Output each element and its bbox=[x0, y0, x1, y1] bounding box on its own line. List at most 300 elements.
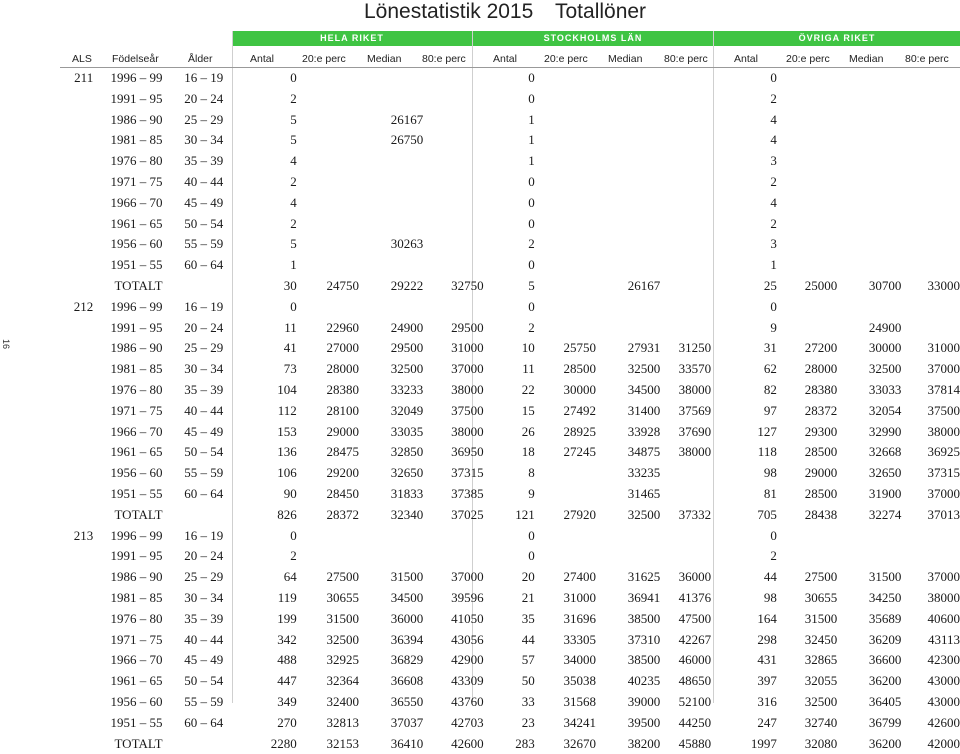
ovriga-p80-cell bbox=[901, 89, 960, 110]
stockholm-antal-cell: 283 bbox=[484, 734, 535, 754]
riket-median-cell: 24900 bbox=[359, 318, 423, 339]
stockholm-p80-cell bbox=[660, 110, 711, 131]
riket-antal-cell: 2 bbox=[227, 89, 296, 110]
riket-p20-cell: 29200 bbox=[297, 463, 359, 484]
stockholm-p80-cell: 48650 bbox=[660, 671, 711, 692]
stockholm-median-cell: 32500 bbox=[596, 359, 660, 380]
stockholm-p20-cell: 33305 bbox=[535, 630, 596, 651]
stockholm-p80-cell bbox=[660, 214, 711, 235]
salary-table-body bbox=[60, 68, 960, 754]
stockholm-median-cell: 34500 bbox=[596, 380, 660, 401]
riket-antal-cell: 270 bbox=[227, 713, 296, 734]
ovriga-p80-cell bbox=[901, 214, 960, 235]
ovriga-p80-cell: 37013 bbox=[901, 505, 960, 526]
riket-p80-cell bbox=[423, 193, 483, 214]
riket-median-cell: 32049 bbox=[359, 401, 423, 422]
stockholm-p20-cell: 27492 bbox=[535, 401, 596, 422]
table-row bbox=[60, 318, 960, 339]
als-cell bbox=[60, 463, 99, 484]
stockholm-antal-cell: 10 bbox=[484, 338, 535, 359]
alder-cell bbox=[163, 734, 228, 754]
ovriga-antal-cell: 1997 bbox=[711, 734, 777, 754]
alder-cell: 16 – 19 bbox=[163, 526, 228, 547]
riket-p20-cell: 29000 bbox=[297, 422, 359, 443]
table-row bbox=[60, 567, 960, 588]
riket-antal-cell: 447 bbox=[227, 671, 296, 692]
alder-cell: 40 – 44 bbox=[163, 630, 228, 651]
header-p20: 20:e perc bbox=[786, 53, 830, 65]
ovriga-p80-cell: 43000 bbox=[901, 692, 960, 713]
fodelsear-cell: 1971 – 75 bbox=[99, 172, 162, 193]
table-row bbox=[60, 713, 960, 734]
riket-antal-cell: 41 bbox=[227, 338, 296, 359]
ovriga-p80-cell: 38000 bbox=[901, 422, 960, 443]
stockholm-p80-cell: 47500 bbox=[660, 609, 711, 630]
page-title: Lönestatistik 2015 bbox=[364, 0, 533, 24]
stockholm-p20-cell: 27400 bbox=[535, 567, 596, 588]
stockholm-median-cell bbox=[596, 234, 660, 255]
riket-p80-cell bbox=[423, 297, 483, 318]
als-cell bbox=[60, 130, 99, 151]
header-als: ALS bbox=[72, 53, 92, 65]
riket-p20-cell bbox=[297, 255, 359, 276]
riket-p20-cell: 27000 bbox=[297, 338, 359, 359]
fodelsear-cell: 1986 – 90 bbox=[99, 567, 162, 588]
riket-median-cell bbox=[359, 297, 423, 318]
riket-p80-cell: 37000 bbox=[423, 359, 483, 380]
riket-antal-cell: 1 bbox=[227, 255, 296, 276]
riket-p20-cell: 24750 bbox=[297, 276, 359, 297]
stockholm-median-cell bbox=[596, 526, 660, 547]
stockholm-p20-cell bbox=[535, 172, 596, 193]
stockholm-median-cell: 33235 bbox=[596, 463, 660, 484]
alder-cell: 45 – 49 bbox=[163, 193, 228, 214]
fodelsear-cell: TOTALT bbox=[99, 734, 162, 754]
ovriga-p20-cell bbox=[777, 172, 837, 193]
alder-cell: 50 – 54 bbox=[163, 671, 228, 692]
ovriga-p20-cell: 30655 bbox=[777, 588, 837, 609]
ovriga-antal-cell: 31 bbox=[711, 338, 777, 359]
fodelsear-cell: 1971 – 75 bbox=[99, 401, 162, 422]
stockholm-p80-cell bbox=[660, 89, 711, 110]
ovriga-median-cell: 31500 bbox=[837, 567, 901, 588]
ovriga-p80-cell: 42300 bbox=[901, 650, 960, 671]
ovriga-antal-cell: 9 bbox=[711, 318, 777, 339]
riket-median-cell: 33035 bbox=[359, 422, 423, 443]
riket-p80-cell: 42900 bbox=[423, 650, 483, 671]
ovriga-p80-cell: 42600 bbox=[901, 713, 960, 734]
stockholm-p20-cell bbox=[535, 255, 596, 276]
als-cell bbox=[60, 193, 99, 214]
ovriga-antal-cell: 127 bbox=[711, 422, 777, 443]
ovriga-p80-cell: 42000 bbox=[901, 734, 960, 754]
alder-cell: 30 – 34 bbox=[163, 130, 228, 151]
ovriga-median-cell: 35689 bbox=[837, 609, 901, 630]
ovriga-antal-cell: 97 bbox=[711, 401, 777, 422]
ovriga-p80-cell bbox=[901, 172, 960, 193]
ovriga-antal-cell: 316 bbox=[711, 692, 777, 713]
stockholm-p80-cell bbox=[660, 68, 711, 89]
stockholm-p20-cell: 34241 bbox=[535, 713, 596, 734]
stockholm-median-cell: 26167 bbox=[596, 276, 660, 297]
fodelsear-cell: 1966 – 70 bbox=[99, 650, 162, 671]
alder-cell bbox=[163, 505, 228, 526]
riket-antal-cell: 104 bbox=[227, 380, 296, 401]
riket-p80-cell: 41050 bbox=[423, 609, 483, 630]
ovriga-antal-cell: 247 bbox=[711, 713, 777, 734]
riket-antal-cell: 5 bbox=[227, 234, 296, 255]
stockholm-p80-cell: 45880 bbox=[660, 734, 711, 754]
stockholm-p20-cell bbox=[535, 193, 596, 214]
als-cell bbox=[60, 484, 99, 505]
stockholm-antal-cell: 23 bbox=[484, 713, 535, 734]
header-median: Median bbox=[608, 53, 642, 65]
table-row bbox=[60, 692, 960, 713]
fodelsear-cell: 1981 – 85 bbox=[99, 588, 162, 609]
ovriga-p20-cell: 32740 bbox=[777, 713, 837, 734]
stockholm-median-cell bbox=[596, 214, 660, 235]
ovriga-median-cell bbox=[837, 110, 901, 131]
riket-p20-cell bbox=[297, 297, 359, 318]
als-cell bbox=[60, 359, 99, 380]
stockholm-antal-cell: 5 bbox=[484, 276, 535, 297]
stockholm-antal-cell: 21 bbox=[484, 588, 535, 609]
fodelsear-cell: 1986 – 90 bbox=[99, 110, 162, 131]
als-cell bbox=[60, 401, 99, 422]
riket-median-cell bbox=[359, 255, 423, 276]
riket-p80-cell: 36950 bbox=[423, 442, 483, 463]
alder-cell: 55 – 59 bbox=[163, 234, 228, 255]
table-row bbox=[60, 89, 960, 110]
stockholm-median-cell: 33928 bbox=[596, 422, 660, 443]
stockholm-median-cell: 39500 bbox=[596, 713, 660, 734]
ovriga-antal-cell: 3 bbox=[711, 234, 777, 255]
ovriga-p20-cell bbox=[777, 110, 837, 131]
als-cell bbox=[60, 609, 99, 630]
ovriga-antal-cell: 0 bbox=[711, 526, 777, 547]
ovriga-antal-cell: 0 bbox=[711, 297, 777, 318]
ovriga-p20-cell: 32500 bbox=[777, 692, 837, 713]
header-median: Median bbox=[367, 53, 401, 65]
riket-p20-cell bbox=[297, 110, 359, 131]
stockholm-antal-cell: 44 bbox=[484, 630, 535, 651]
fodelsear-cell: 1961 – 65 bbox=[99, 214, 162, 235]
alder-cell: 60 – 64 bbox=[163, 255, 228, 276]
als-cell bbox=[60, 110, 99, 131]
als-cell bbox=[60, 338, 99, 359]
table-row bbox=[60, 422, 960, 443]
riket-p80-cell bbox=[423, 546, 483, 567]
riket-p80-cell: 37500 bbox=[423, 401, 483, 422]
riket-median-cell: 29500 bbox=[359, 338, 423, 359]
ovriga-p80-cell: 37814 bbox=[901, 380, 960, 401]
als-cell bbox=[60, 734, 99, 754]
riket-p80-cell bbox=[423, 110, 483, 131]
alder-cell bbox=[163, 276, 228, 297]
ovriga-antal-cell: 98 bbox=[711, 463, 777, 484]
riket-antal-cell: 2 bbox=[227, 546, 296, 567]
stockholm-p20-cell bbox=[535, 234, 596, 255]
stockholm-antal-cell: 0 bbox=[484, 546, 535, 567]
riket-median-cell: 31833 bbox=[359, 484, 423, 505]
alder-cell: 40 – 44 bbox=[163, 401, 228, 422]
table-row bbox=[60, 442, 960, 463]
stockholm-p80-cell bbox=[660, 463, 711, 484]
table-row bbox=[60, 193, 960, 214]
riket-p20-cell bbox=[297, 234, 359, 255]
table-row bbox=[60, 297, 960, 318]
stockholm-p20-cell bbox=[535, 130, 596, 151]
stockholm-p20-cell: 32670 bbox=[535, 734, 596, 754]
fodelsear-cell: 1991 – 95 bbox=[99, 318, 162, 339]
stockholm-antal-cell: 2 bbox=[484, 318, 535, 339]
riket-antal-cell: 90 bbox=[227, 484, 296, 505]
ovriga-antal-cell: 98 bbox=[711, 588, 777, 609]
stockholm-median-cell: 34875 bbox=[596, 442, 660, 463]
riket-antal-cell: 11 bbox=[227, 318, 296, 339]
page-number: 16 bbox=[1, 339, 11, 351]
riket-p80-cell bbox=[423, 172, 483, 193]
stockholm-p80-cell: 38000 bbox=[660, 380, 711, 401]
riket-antal-cell: 2 bbox=[227, 214, 296, 235]
group-header-hela-riket: HELA RIKET bbox=[232, 31, 472, 46]
ovriga-p20-cell: 27500 bbox=[777, 567, 837, 588]
fodelsear-cell: 1961 – 65 bbox=[99, 442, 162, 463]
stockholm-antal-cell: 9 bbox=[484, 484, 535, 505]
fodelsear-cell: 1996 – 99 bbox=[99, 68, 162, 89]
ovriga-median-cell bbox=[837, 151, 901, 172]
alder-cell: 16 – 19 bbox=[163, 68, 228, 89]
ovriga-p80-cell bbox=[901, 297, 960, 318]
ovriga-antal-cell: 164 bbox=[711, 609, 777, 630]
riket-p80-cell: 43760 bbox=[423, 692, 483, 713]
stockholm-median-cell: 31625 bbox=[596, 567, 660, 588]
stockholm-antal-cell: 57 bbox=[484, 650, 535, 671]
fodelsear-cell: 1971 – 75 bbox=[99, 630, 162, 651]
riket-antal-cell: 488 bbox=[227, 650, 296, 671]
stockholm-p20-cell bbox=[535, 89, 596, 110]
riket-median-cell: 36394 bbox=[359, 630, 423, 651]
ovriga-p20-cell: 32865 bbox=[777, 650, 837, 671]
ovriga-antal-cell: 4 bbox=[711, 110, 777, 131]
riket-median-cell: 29222 bbox=[359, 276, 423, 297]
table-row bbox=[60, 359, 960, 380]
alder-cell: 25 – 29 bbox=[163, 567, 228, 588]
stockholm-median-cell bbox=[596, 68, 660, 89]
riket-median-cell: 36000 bbox=[359, 609, 423, 630]
ovriga-median-cell: 31900 bbox=[837, 484, 901, 505]
header-p20: 20:e perc bbox=[544, 53, 588, 65]
als-cell bbox=[60, 671, 99, 692]
riket-p80-cell bbox=[423, 255, 483, 276]
ovriga-p20-cell: 28372 bbox=[777, 401, 837, 422]
riket-p20-cell: 22960 bbox=[297, 318, 359, 339]
riket-antal-cell: 4 bbox=[227, 193, 296, 214]
stockholm-median-cell bbox=[596, 255, 660, 276]
table-row bbox=[60, 151, 960, 172]
table-row bbox=[60, 609, 960, 630]
riket-p20-cell: 28000 bbox=[297, 359, 359, 380]
stockholm-p20-cell: 31568 bbox=[535, 692, 596, 713]
fodelsear-cell: 1951 – 55 bbox=[99, 255, 162, 276]
ovriga-p20-cell: 28500 bbox=[777, 484, 837, 505]
riket-median-cell: 30263 bbox=[359, 234, 423, 255]
fodelsear-cell: 1991 – 95 bbox=[99, 89, 162, 110]
ovriga-median-cell bbox=[837, 297, 901, 318]
header-p80: 80:e perc bbox=[905, 53, 949, 65]
stockholm-median-cell: 27931 bbox=[596, 338, 660, 359]
header-median: Median bbox=[849, 53, 883, 65]
table-row bbox=[60, 588, 960, 609]
ovriga-median-cell: 36600 bbox=[837, 650, 901, 671]
header-alder: Ålder bbox=[188, 53, 213, 65]
als-cell bbox=[60, 567, 99, 588]
table-row bbox=[60, 484, 960, 505]
riket-p80-cell: 42703 bbox=[423, 713, 483, 734]
ovriga-antal-cell: 4 bbox=[711, 193, 777, 214]
riket-median-cell: 32340 bbox=[359, 505, 423, 526]
ovriga-p80-cell: 43000 bbox=[901, 671, 960, 692]
riket-median-cell: 34500 bbox=[359, 588, 423, 609]
stockholm-p20-cell: 30000 bbox=[535, 380, 596, 401]
riket-median-cell bbox=[359, 68, 423, 89]
ovriga-p80-cell bbox=[901, 130, 960, 151]
stockholm-antal-cell: 15 bbox=[484, 401, 535, 422]
ovriga-p80-cell bbox=[901, 193, 960, 214]
riket-p80-cell: 31000 bbox=[423, 338, 483, 359]
group-header-ovriga-riket: ÖVRIGA RIKET bbox=[714, 31, 960, 46]
alder-cell: 60 – 64 bbox=[163, 484, 228, 505]
stockholm-antal-cell: 2 bbox=[484, 234, 535, 255]
ovriga-antal-cell: 2 bbox=[711, 546, 777, 567]
fodelsear-cell: 1996 – 99 bbox=[99, 297, 162, 318]
stockholm-antal-cell: 50 bbox=[484, 671, 535, 692]
ovriga-p20-cell: 27200 bbox=[777, 338, 837, 359]
riket-median-cell: 32650 bbox=[359, 463, 423, 484]
ovriga-p20-cell: 28500 bbox=[777, 442, 837, 463]
riket-median-cell bbox=[359, 193, 423, 214]
total-row bbox=[60, 505, 960, 526]
table-row bbox=[60, 671, 960, 692]
ovriga-antal-cell: 2 bbox=[711, 172, 777, 193]
ovriga-antal-cell: 298 bbox=[711, 630, 777, 651]
ovriga-p80-cell: 38000 bbox=[901, 588, 960, 609]
riket-p80-cell bbox=[423, 151, 483, 172]
riket-p80-cell: 43056 bbox=[423, 630, 483, 651]
als-cell bbox=[60, 650, 99, 671]
stockholm-p20-cell bbox=[535, 546, 596, 567]
alder-cell: 30 – 34 bbox=[163, 588, 228, 609]
alder-cell: 55 – 59 bbox=[163, 692, 228, 713]
riket-antal-cell: 153 bbox=[227, 422, 296, 443]
table-row bbox=[60, 650, 960, 671]
table-row bbox=[60, 338, 960, 359]
stockholm-p20-cell: 31696 bbox=[535, 609, 596, 630]
riket-antal-cell: 0 bbox=[227, 68, 296, 89]
riket-p20-cell bbox=[297, 193, 359, 214]
riket-p20-cell: 30655 bbox=[297, 588, 359, 609]
stockholm-median-cell: 31465 bbox=[596, 484, 660, 505]
alder-cell: 25 – 29 bbox=[163, 338, 228, 359]
riket-p20-cell: 28380 bbox=[297, 380, 359, 401]
stockholm-p20-cell bbox=[535, 318, 596, 339]
als-cell bbox=[60, 318, 99, 339]
alder-cell: 20 – 24 bbox=[163, 318, 228, 339]
fodelsear-cell: 1976 – 80 bbox=[99, 380, 162, 401]
column-headers bbox=[0, 50, 960, 68]
ovriga-p80-cell bbox=[901, 255, 960, 276]
riket-antal-cell: 136 bbox=[227, 442, 296, 463]
riket-median-cell bbox=[359, 526, 423, 547]
riket-p20-cell: 31500 bbox=[297, 609, 359, 630]
riket-median-cell: 26750 bbox=[359, 130, 423, 151]
ovriga-median-cell: 36200 bbox=[837, 671, 901, 692]
riket-p20-cell bbox=[297, 130, 359, 151]
alder-cell: 35 – 39 bbox=[163, 609, 228, 630]
ovriga-p20-cell: 32080 bbox=[777, 734, 837, 754]
riket-p20-cell bbox=[297, 214, 359, 235]
riket-antal-cell: 826 bbox=[227, 505, 296, 526]
stockholm-antal-cell: 22 bbox=[484, 380, 535, 401]
ovriga-p80-cell: 37315 bbox=[901, 463, 960, 484]
als-cell bbox=[60, 630, 99, 651]
riket-p80-cell: 37000 bbox=[423, 567, 483, 588]
alder-cell: 50 – 54 bbox=[163, 214, 228, 235]
riket-antal-cell: 112 bbox=[227, 401, 296, 422]
riket-p20-cell bbox=[297, 89, 359, 110]
ovriga-median-cell: 32054 bbox=[837, 401, 901, 422]
header-fodelsear: Födelseår bbox=[112, 53, 159, 65]
stockholm-p80-cell bbox=[660, 151, 711, 172]
table-row bbox=[60, 130, 960, 151]
riket-median-cell: 37037 bbox=[359, 713, 423, 734]
fodelsear-cell: 1951 – 55 bbox=[99, 713, 162, 734]
fodelsear-cell: TOTALT bbox=[99, 276, 162, 297]
page-header bbox=[0, 0, 960, 30]
riket-antal-cell: 199 bbox=[227, 609, 296, 630]
stockholm-antal-cell: 20 bbox=[484, 567, 535, 588]
stockholm-p80-cell: 37332 bbox=[660, 505, 711, 526]
riket-p20-cell: 28450 bbox=[297, 484, 359, 505]
ovriga-antal-cell: 25 bbox=[711, 276, 777, 297]
riket-median-cell: 36608 bbox=[359, 671, 423, 692]
header-p80: 80:e perc bbox=[422, 53, 466, 65]
ovriga-median-cell: 32500 bbox=[837, 359, 901, 380]
stockholm-p20-cell: 35038 bbox=[535, 671, 596, 692]
ovriga-p20-cell: 25000 bbox=[777, 276, 837, 297]
riket-antal-cell: 30 bbox=[227, 276, 296, 297]
stockholm-p80-cell bbox=[660, 484, 711, 505]
stockholm-p80-cell: 31250 bbox=[660, 338, 711, 359]
stockholm-p80-cell bbox=[660, 546, 711, 567]
stockholm-p20-cell bbox=[535, 110, 596, 131]
ovriga-p20-cell bbox=[777, 68, 837, 89]
ovriga-median-cell: 36405 bbox=[837, 692, 901, 713]
stockholm-p80-cell: 33570 bbox=[660, 359, 711, 380]
ovriga-p80-cell: 43113 bbox=[901, 630, 960, 651]
riket-p20-cell: 28475 bbox=[297, 442, 359, 463]
stockholm-p80-cell: 37569 bbox=[660, 401, 711, 422]
ovriga-antal-cell: 82 bbox=[711, 380, 777, 401]
ovriga-p80-cell bbox=[901, 318, 960, 339]
riket-p80-cell bbox=[423, 130, 483, 151]
ovriga-p20-cell: 29000 bbox=[777, 463, 837, 484]
riket-antal-cell: 0 bbox=[227, 297, 296, 318]
ovriga-median-cell: 32650 bbox=[837, 463, 901, 484]
alder-cell: 55 – 59 bbox=[163, 463, 228, 484]
stockholm-antal-cell: 1 bbox=[484, 110, 535, 131]
table-row bbox=[60, 546, 960, 567]
